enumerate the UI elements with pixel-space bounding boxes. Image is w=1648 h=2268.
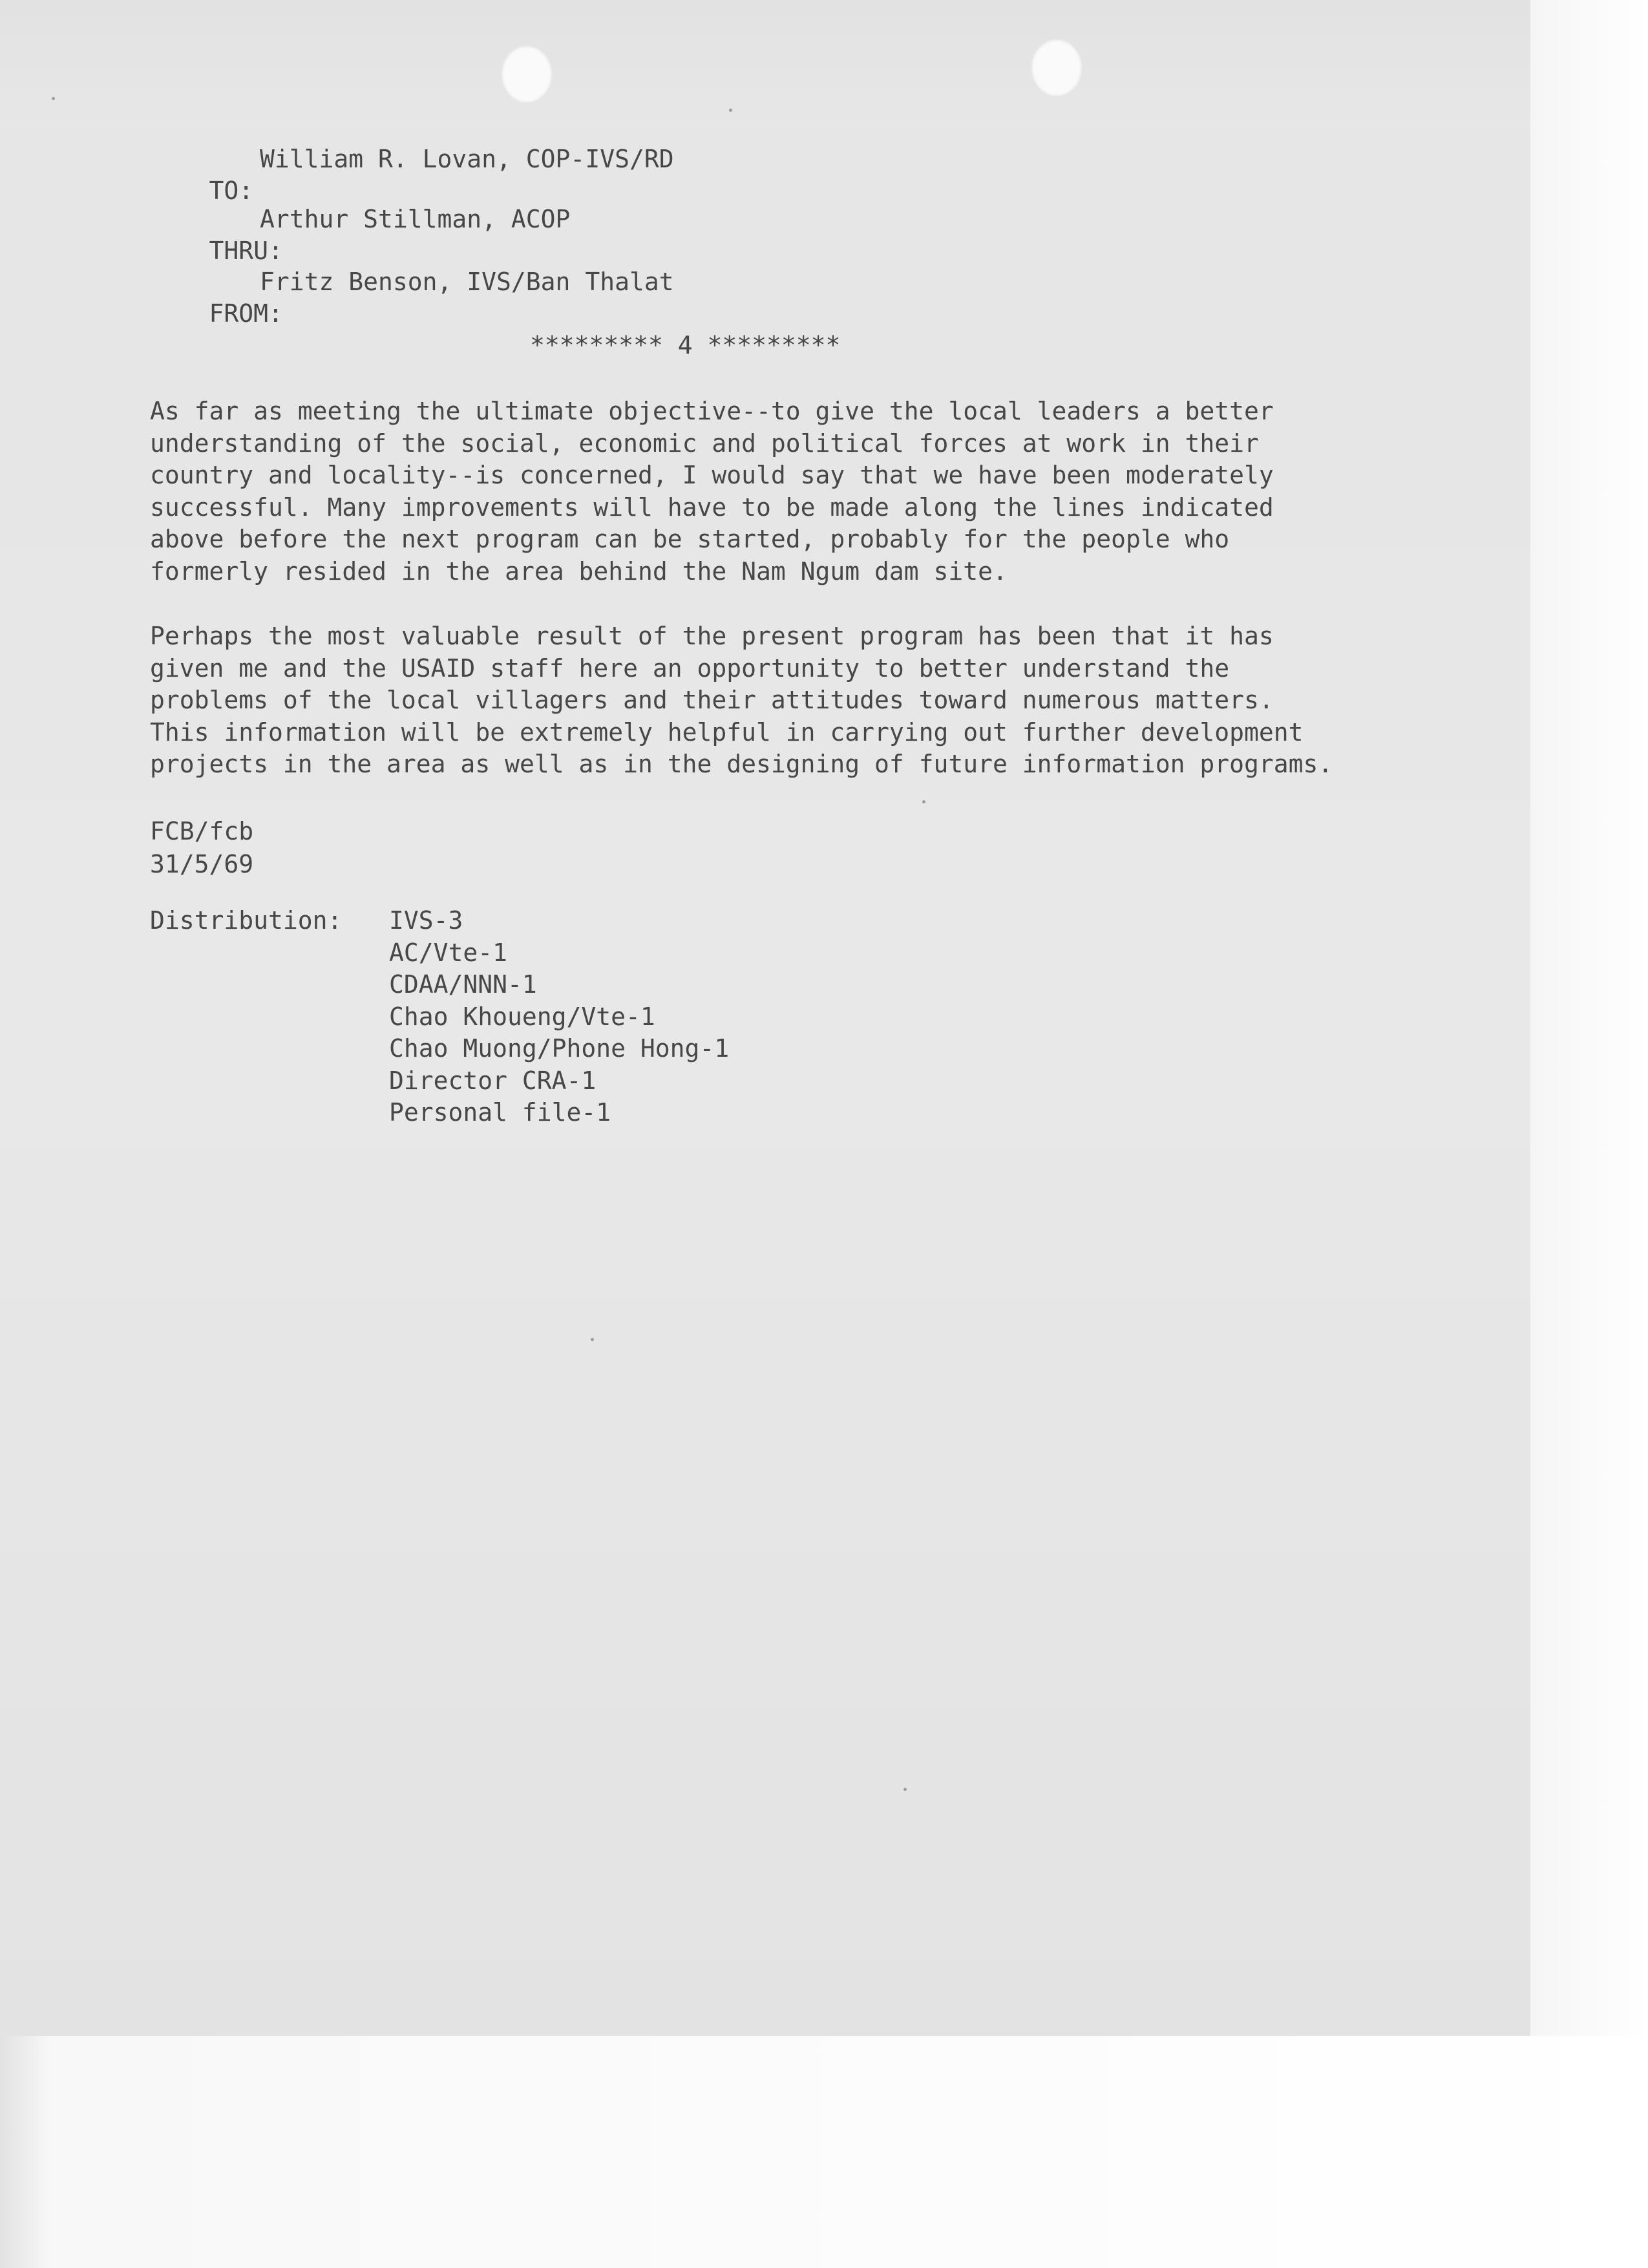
distribution-item: AC/Vte-1 [389, 938, 508, 967]
body-paragraph-2: Perhaps the most valuable result of the present program has been that it has given me and the USAID staff here an opportunity to better understand the problems of the local villagers and their attitudes toward numerous matters. This information will be extremely helpful in carrying out further development projects in the area as well as in the designing of future information programs. [150, 622, 1333, 778]
distribution-item: Director CRA-1 [389, 1066, 597, 1095]
to-value: William R. Lovan, COP-IVS/RD [260, 145, 674, 173]
thru-value: Arthur Stillman, ACOP [260, 205, 571, 233]
body-paragraph-1: As far as meeting the ultimate objective--to give the local leaders a better understanding of the social, economic and political forces at work in their country and locality--is concerned, I would say that we have been moderately successful. Many improvements will have to be made along the lines indicated above before the next program can be started, probably for the people who formerly resided in the area behind the Nam Ngum dam site. [150, 397, 1274, 586]
reference-initials: FCB/fcb [150, 817, 254, 845]
scanner-margin-right [1530, 0, 1648, 2036]
distribution-label: Distribution: [150, 906, 343, 935]
paper-speck [922, 800, 925, 803]
distribution-item: Personal file-1 [389, 1098, 611, 1127]
punch-hole-left [501, 45, 553, 103]
paper-speck [52, 97, 55, 100]
thru-label: THRU: [209, 237, 283, 265]
paper-speck [591, 1338, 594, 1341]
distribution-item: IVS-3 [389, 906, 463, 935]
paper-speck [903, 1788, 907, 1791]
scanner-margin-bottom [0, 2036, 1648, 2268]
distribution-item: CDAA/NNN-1 [389, 970, 537, 999]
memo-from-line [150, 266, 674, 393]
paper-speck [729, 109, 732, 112]
from-label: FROM: [209, 299, 283, 328]
distribution-list [389, 905, 729, 1129]
punch-hole-right [1031, 39, 1083, 97]
paper-top-fold [0, 0, 1530, 129]
to-label: TO: [209, 176, 254, 205]
page-number-marker: ********* 4 ********* [530, 331, 841, 359]
distribution-item: Chao Muong/Phone Hong-1 [389, 1034, 730, 1063]
from-value: Fritz Benson, IVS/Ban Thalat [260, 268, 674, 296]
memo-date: 31/5/69 [150, 850, 254, 878]
distribution-item: Chao Khoueng/Vte-1 [389, 1002, 655, 1031]
